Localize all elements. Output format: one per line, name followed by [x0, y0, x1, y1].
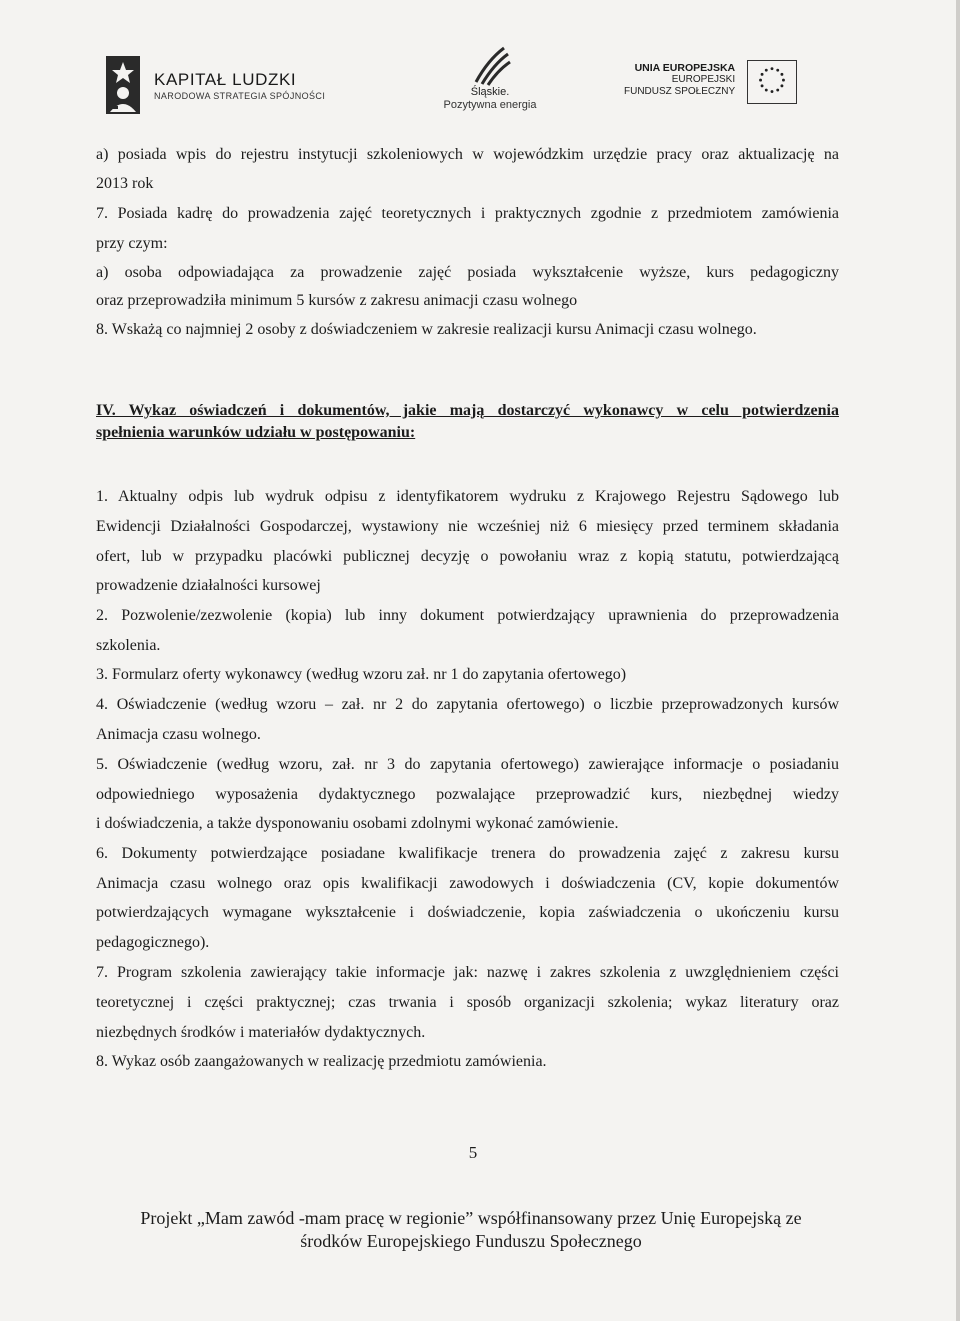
text-line: potwierdzających wymagane wykształcenie i doświadczenie, kopia zaświadczenia o ukończeniu kursu	[96, 904, 839, 921]
slaskie-slogan: Pozytywna energia	[443, 99, 537, 111]
text-line: 6. Dokumenty potwierdzające posiadane kwalifikacje trenera do prowadzenia zajęć z zakresu kursu	[96, 845, 839, 862]
slaskie-logo	[430, 46, 550, 112]
text-line: pedagogicznego).	[96, 934, 210, 951]
text-line: 4. Oświadczenie (według wzoru – zał. nr 2 do zapytania ofertowego) o liczbie przeprowadzonych kursów	[96, 696, 839, 713]
text-line: 3. Formularz oferty wykonawcy (według wzoru zał. nr 1 do zapytania ofertowego)	[96, 666, 627, 683]
eu-fund-line2: FUNDUSZ SPOŁECZNY	[624, 86, 736, 97]
section-heading: IV. Wykaz oświadczeń i dokumentów, jakie mają dostarczyć wykonawcy w celu potwierdzenia	[96, 402, 839, 419]
kapital-ludzki-emblem-icon	[106, 56, 140, 114]
text-line: niezbędnych środków i materiałów dydaktycznych.	[96, 1024, 426, 1041]
text-line: ofert, lub w przypadku placówki publicznej decyzję o powołaniu wraz z kopią statutu, potwierdzającą	[96, 548, 839, 565]
text-line: odpowiedniego wyposażenia dydaktycznego pozwalające przeprowadzić kurs, niezbędnej wiedzy	[96, 786, 839, 803]
text-line: 5. Oświadczenie (według wzoru, zał. nr 3 do zapytania ofertowego) zawierające informacje o posiadaniu	[96, 756, 839, 773]
scan-edge	[956, 0, 960, 1321]
page-number: 5	[468, 1143, 478, 1162]
text-line: 2013 rok	[96, 175, 154, 192]
footer-line-1: Projekt „Mam zawód -mam pracę w regionie” współfinansowany przez Unię Europejską ze	[140, 1208, 802, 1228]
eu-logo	[624, 62, 797, 104]
kapital-ludzki-logo	[106, 56, 325, 114]
text-line: Animacja czasu wolnego oraz opis kwalifikacji zawodowych i doświadczenia (CV, kopie dokumentów	[96, 875, 839, 892]
eu-title: UNIA EUROPEJSKA	[634, 62, 736, 74]
text-line: 8. Wskażą co najmniej 2 osoby z doświadczeniem w zakresie realizacji kursu Animacji czasu wolnego.	[96, 321, 757, 338]
kapital-ludzki-subtitle: NARODOWA STRATEGIA SPÓJNOŚCI	[154, 90, 326, 101]
text-line: przy czym:	[96, 235, 168, 252]
slaskie-name: Śląskie.	[470, 86, 510, 98]
text-line: 8. Wykaz osób zaangażowanych w realizację przedmiotu zamówienia.	[96, 1053, 547, 1070]
text-line: a) posiada wpis do rejestru instytucji szkoleniowych w wojewódzkim urzędzie pracy oraz aktualizację na	[96, 146, 839, 163]
text-line: i doświadczenia, a także dysponowaniu osobami zdolnymi wykonać zamówienie.	[96, 815, 619, 832]
footer-line-2: środków Europejskiego Funduszu Społecznego	[300, 1231, 642, 1251]
text-line: Animacja czasu wolnego.	[96, 726, 261, 743]
text-line: Ewidencji Działalności Gospodarczej, wystawiony nie wcześniej niż 6 miesięcy przed terminem składania	[96, 518, 839, 535]
text-line: prowadzenie działalności kursowej	[96, 577, 321, 594]
section-heading: spełnienia warunków udziału w postępowaniu:	[96, 424, 416, 441]
text-line: 1. Aktualny odpis lub wydruk odpisu z identyfikatorem wydruku z Krajowego Rejestru Sądowego lub	[96, 488, 839, 505]
text-line: 7. Posiada kadrę do prowadzenia zajęć teoretycznych i praktycznych zgodnie z przedmiotem zamówienia	[96, 205, 839, 222]
kapital-ludzki-title: KAPITAŁ LUDZKI	[154, 69, 297, 89]
text-line: 2. Pozwolenie/zezwolenie (kopia) lub inny dokument potwierdzający uprawnienia do przeprowadzenia	[96, 607, 839, 624]
text-line: teoretycznej i części praktycznej; czas trwania i sposób organizacji szkolenia; wykaz literatury oraz	[96, 994, 839, 1011]
slaskie-swoosh-icon	[468, 46, 512, 86]
eu-flag-icon	[747, 60, 797, 104]
text-line: a) osoba odpowiadająca za prowadzenie zajęć posiada wykształcenie wyższe, kurs pedagogiczny	[96, 264, 839, 281]
text-line: 7. Program szkolenia zawierający takie informacje jak: nazwę i zakres szkolenia z uwzględnieniem części	[96, 964, 839, 981]
text-line: szkolenia.	[96, 637, 161, 654]
eu-fund-line1: EUROPEJSKI	[671, 74, 736, 85]
text-line: oraz przeprowadziła minimum 5 kursów z zakresu animacji czasu wolnego	[96, 292, 578, 309]
